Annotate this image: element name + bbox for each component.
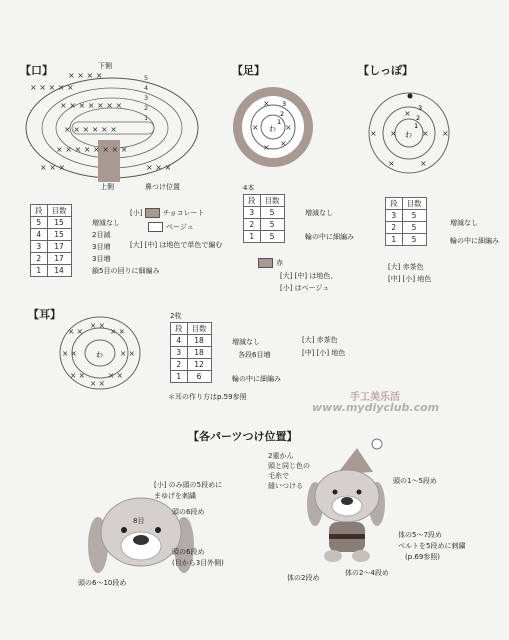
mouth-legend-note: [大] [中] は地色で単色で編む [130,241,223,249]
mouth-legend-beige: ベージュ [148,222,194,232]
foot-legend-red: 赤 [258,258,283,268]
svg-text:× × ×: × × × [40,163,66,172]
svg-text:2: 2 [416,114,421,122]
svg-text:× ×: × × [62,349,77,358]
svg-text:1: 1 [277,118,282,126]
svg-text:× ×: × × [90,379,105,388]
svg-text:わ: わ [269,125,276,133]
mouth-bottom-right: 鼻つけ位置 [145,183,180,191]
dog-body-illustration [305,436,395,576]
ear-footnote: ＊耳の作り方はp.59参照 [168,393,247,401]
svg-text:×: × [404,109,411,118]
tail-diagram [364,88,454,178]
mouth-diagram [20,70,210,190]
svg-text:× × × × × ×: × × × × × × [64,125,117,134]
svg-text:× ×: × × [108,371,123,380]
foot-table: 段 目数 3 5 2 5 1 5 [243,194,285,243]
svg-text:× ×: × × [68,327,83,336]
svg-text:3: 3 [282,100,287,108]
mouth-num-5: 5 [144,74,149,82]
dog-head-illustration [86,490,196,582]
ear-count: 2枚 [170,312,182,320]
mouth-num-4: 4 [144,84,149,92]
svg-text:× × × × × × ×: × × × × × × × [60,101,123,110]
mouth-legend-choc: [小] チョコレート [130,209,205,217]
svg-text:3: 3 [418,104,423,112]
svg-text:×: × [285,123,292,132]
svg-text:× × × × × × × ×: × × × × × × × × [56,145,128,154]
watermark-cn: 手工美乐活 [350,392,400,403]
svg-text:× × × ×: × × × × [68,71,103,80]
svg-text:×: × [280,139,287,148]
foot-title: 【足】 [232,64,265,77]
tail-title: 【しっぽ】 [358,64,413,77]
svg-text:×: × [263,143,270,152]
mouth-num-2: 2 [144,104,149,112]
ear-diagram [54,312,146,394]
ear-title: 【耳】 [28,308,61,321]
svg-text:×: × [390,129,397,138]
svg-text:1: 1 [414,122,419,130]
svg-text:× × ×: × × × [146,163,172,172]
svg-text:×: × [252,123,259,132]
svg-text:×: × [442,129,449,138]
mouth-top-label: 下側 [98,62,112,70]
svg-text:× ×: × × [70,371,85,380]
mouth-num-1: 1 [144,114,149,122]
svg-text:×: × [388,159,395,168]
parts-title: 【各パーツつけ位置】 [188,430,298,443]
svg-text:わ: わ [96,351,103,359]
mouth-num-3: 3 [144,94,149,102]
svg-text:× ×: × × [110,327,125,336]
svg-text:2: 2 [280,110,285,118]
svg-text:× × × × ×: × × × × × [30,83,74,92]
ear-table: 段 目数 4 18 3 18 2 12 1 6 [170,322,212,383]
svg-text:わ: わ [405,131,412,139]
watermark-url: www.mydiyclub.com [312,401,440,414]
mouth-table: 段 目数 5 15 4 15 3 17 2 17 1 14 [30,204,72,277]
mouth-bottom-left: 上側 [100,183,114,191]
svg-text:× ×: × × [120,349,135,358]
svg-text:×: × [422,129,429,138]
svg-text:× ×: × × [90,321,105,330]
svg-text:×: × [370,129,377,138]
mouth-title: 【口】 [20,64,53,77]
svg-text:×: × [420,159,427,168]
tail-table: 段 目数 3 5 2 5 1 5 [385,197,427,246]
foot-count: 4本 [243,184,255,192]
foot-diagram [230,84,316,170]
svg-text:×: × [263,99,270,108]
